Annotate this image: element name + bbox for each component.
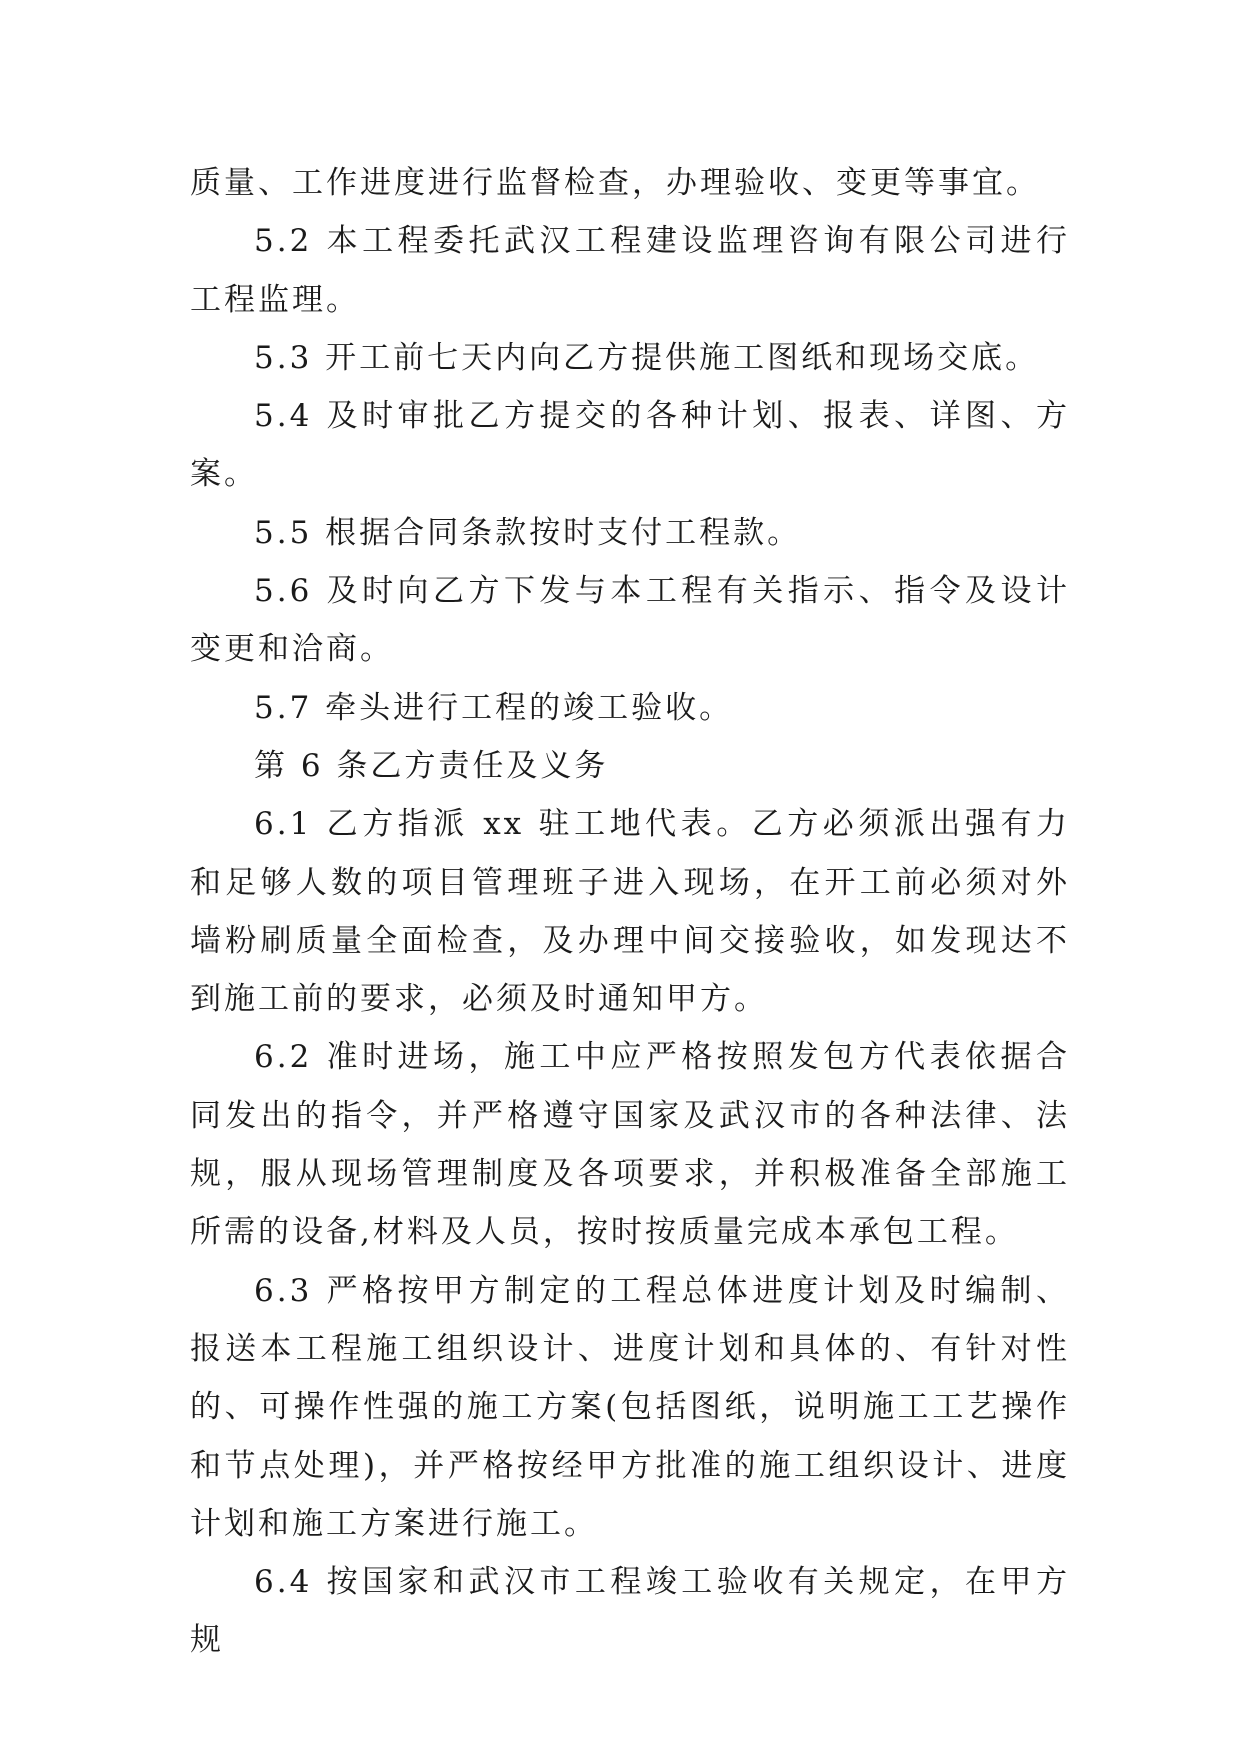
clause-5-7: 5.7 牵头进行工程的竣工验收。 [254,689,734,726]
clause-6-3: 6.3 严格按甲方制定的工程总体进度计划及时编制、报送本工程施工组织设计、进度计划和具体的、有针对性的、可操作性强的施工方案(包括图纸，说明施工工艺操作和节点处理)，并严格按经甲方批准的施工组织设计、进度计划和施工方案进行施工。 [190,1272,1070,1542]
clause-5-6: 5.6 及时向乙方下发与本工程有关指示、指令及设计变更和洽商。 [190,573,1070,668]
clause-5-5: 5.5 根据合同条款按时支付工程款。 [254,514,802,551]
clause-5-4: 5.4 及时审批乙方提交的各种计划、报表、详图、方案。 [190,398,1070,493]
clause-5-3: 5.3 开工前七天内向乙方提供施工图纸和现场交底。 [254,339,1040,376]
article-6-heading: 第 6 条乙方责任及义务 [254,747,609,784]
document-body [190,154,1070,1670]
clause-6-1: 6.1 乙方指派 xx 驻工地代表。乙方必须派出强有力和足够人数的项目管理班子进入现场，在开工前必须对外墙粉刷质量全面检查，及办理中间交接验收，如发现达不到施工前的要求，必须及时通知甲方。 [190,806,1070,1018]
clause-5-2: 5.2 本工程委托武汉工程建设监理咨询有限公司进行工程监理。 [190,223,1070,318]
paragraph-continuation: 质量、工作进度进行监督检查，办理验收、变更等事宜。 [190,165,1040,201]
clause-6-2: 6.2 准时进场，施工中应严格按照发包方代表依据合同发出的指令，并严格遵守国家及武汉市的各种法律、法规，服从现场管理制度及各项要求，并积极准备全部施工所需的设备,材料及人员，按时按质量完成本承包工程。 [190,1039,1070,1251]
clause-6-4: 6.4 按国家和武汉市工程竣工验收有关规定，在甲方规 [190,1564,1070,1659]
